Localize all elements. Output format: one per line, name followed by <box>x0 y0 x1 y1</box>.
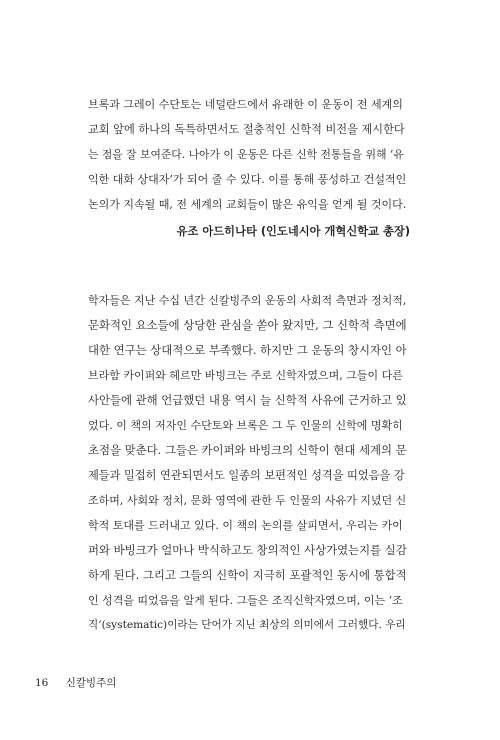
text-line: 대한 연구는 상대적으로 부족했다. 하지만 그 운동의 창시자인 아 <box>88 343 407 357</box>
text-line: 브라함 카이퍼와 헤르만 바빙크는 주로 신학자였으며, 그들이 다른 <box>88 369 403 382</box>
text-line: 교회 앞에 하나의 독특하면서도 절충적인 신학적 비전을 제시한다 <box>88 123 405 136</box>
page-footer <box>35 675 130 690</box>
quote-attribution: 유조 아드히나타 (인도네시아 개혁신학교 총장) <box>176 225 410 238</box>
text-line: 논의가 지속될 때, 전 세계의 교회들이 많은 유익을 얻게 될 것이다. <box>88 198 407 211</box>
text-line: 직’(systematic)이라는 단어가 지닌 최상의 의미에서 그러했다. 우리 <box>88 619 406 631</box>
body-paragraph <box>88 288 408 638</box>
page-number: 16 <box>35 677 49 689</box>
text-line: 인 성격을 띠었음을 알게 된다. 그들은 조직신학자였으며, 이는 ‘조 <box>88 594 403 607</box>
text-line: 익한 대화 상대자’가 되어 줄 수 있다. 이를 통해 풍성하고 건설적인 <box>88 173 407 186</box>
text-line: 브록과 그레이 수단토는 네덜란드에서 유래한 이 운동이 전 세계의 <box>88 98 403 111</box>
text-line: 제들과 밀접히 연관되면서도 일종의 보편적인 성격을 띠었음을 강 <box>88 469 405 482</box>
quote-paragraph <box>88 92 408 217</box>
text-line: 는 점을 잘 보여준다. 나아가 이 운동은 다른 신학 전통들을 위해 ‘유 <box>88 148 404 161</box>
text-line: 사안들에 관해 언급했던 내용 역시 늘 신학적 사유에 근거하고 있 <box>88 393 407 407</box>
text-line: 퍼와 바빙크가 얼마나 박식하고도 창의적인 사상가였는지를 실감 <box>88 543 407 557</box>
text-line: 조하며, 사회와 정치, 문화 영역에 관한 두 인물의 사유가 지녔던 신 <box>88 494 407 507</box>
running-title: 신칼빙주의 <box>65 677 117 689</box>
text-line: 학적 토대를 드러내고 있다. 이 책의 논의를 살피면서, 우리는 카이 <box>88 519 403 532</box>
text-line: 문화적인 요소들에 상당한 관심을 쏟아 왔지만, 그 신학적 측면에 <box>88 318 407 332</box>
text-line: 하게 된다. 그리고 그들의 신학이 지극히 포괄적인 동시에 통합적 <box>88 568 407 582</box>
text-line: 었다. 이 책의 저자인 수단토와 브록은 그 두 인물의 신학에 명확히 <box>88 419 403 432</box>
text-line: 초점을 맞춘다. 그들은 카이퍼와 바빙크의 신학이 현대 세계의 문 <box>88 443 407 457</box>
text-line: 학자들은 지난 수십 년간 신칼빙주의 운동의 사회적 측면과 정치적, <box>88 294 407 307</box>
